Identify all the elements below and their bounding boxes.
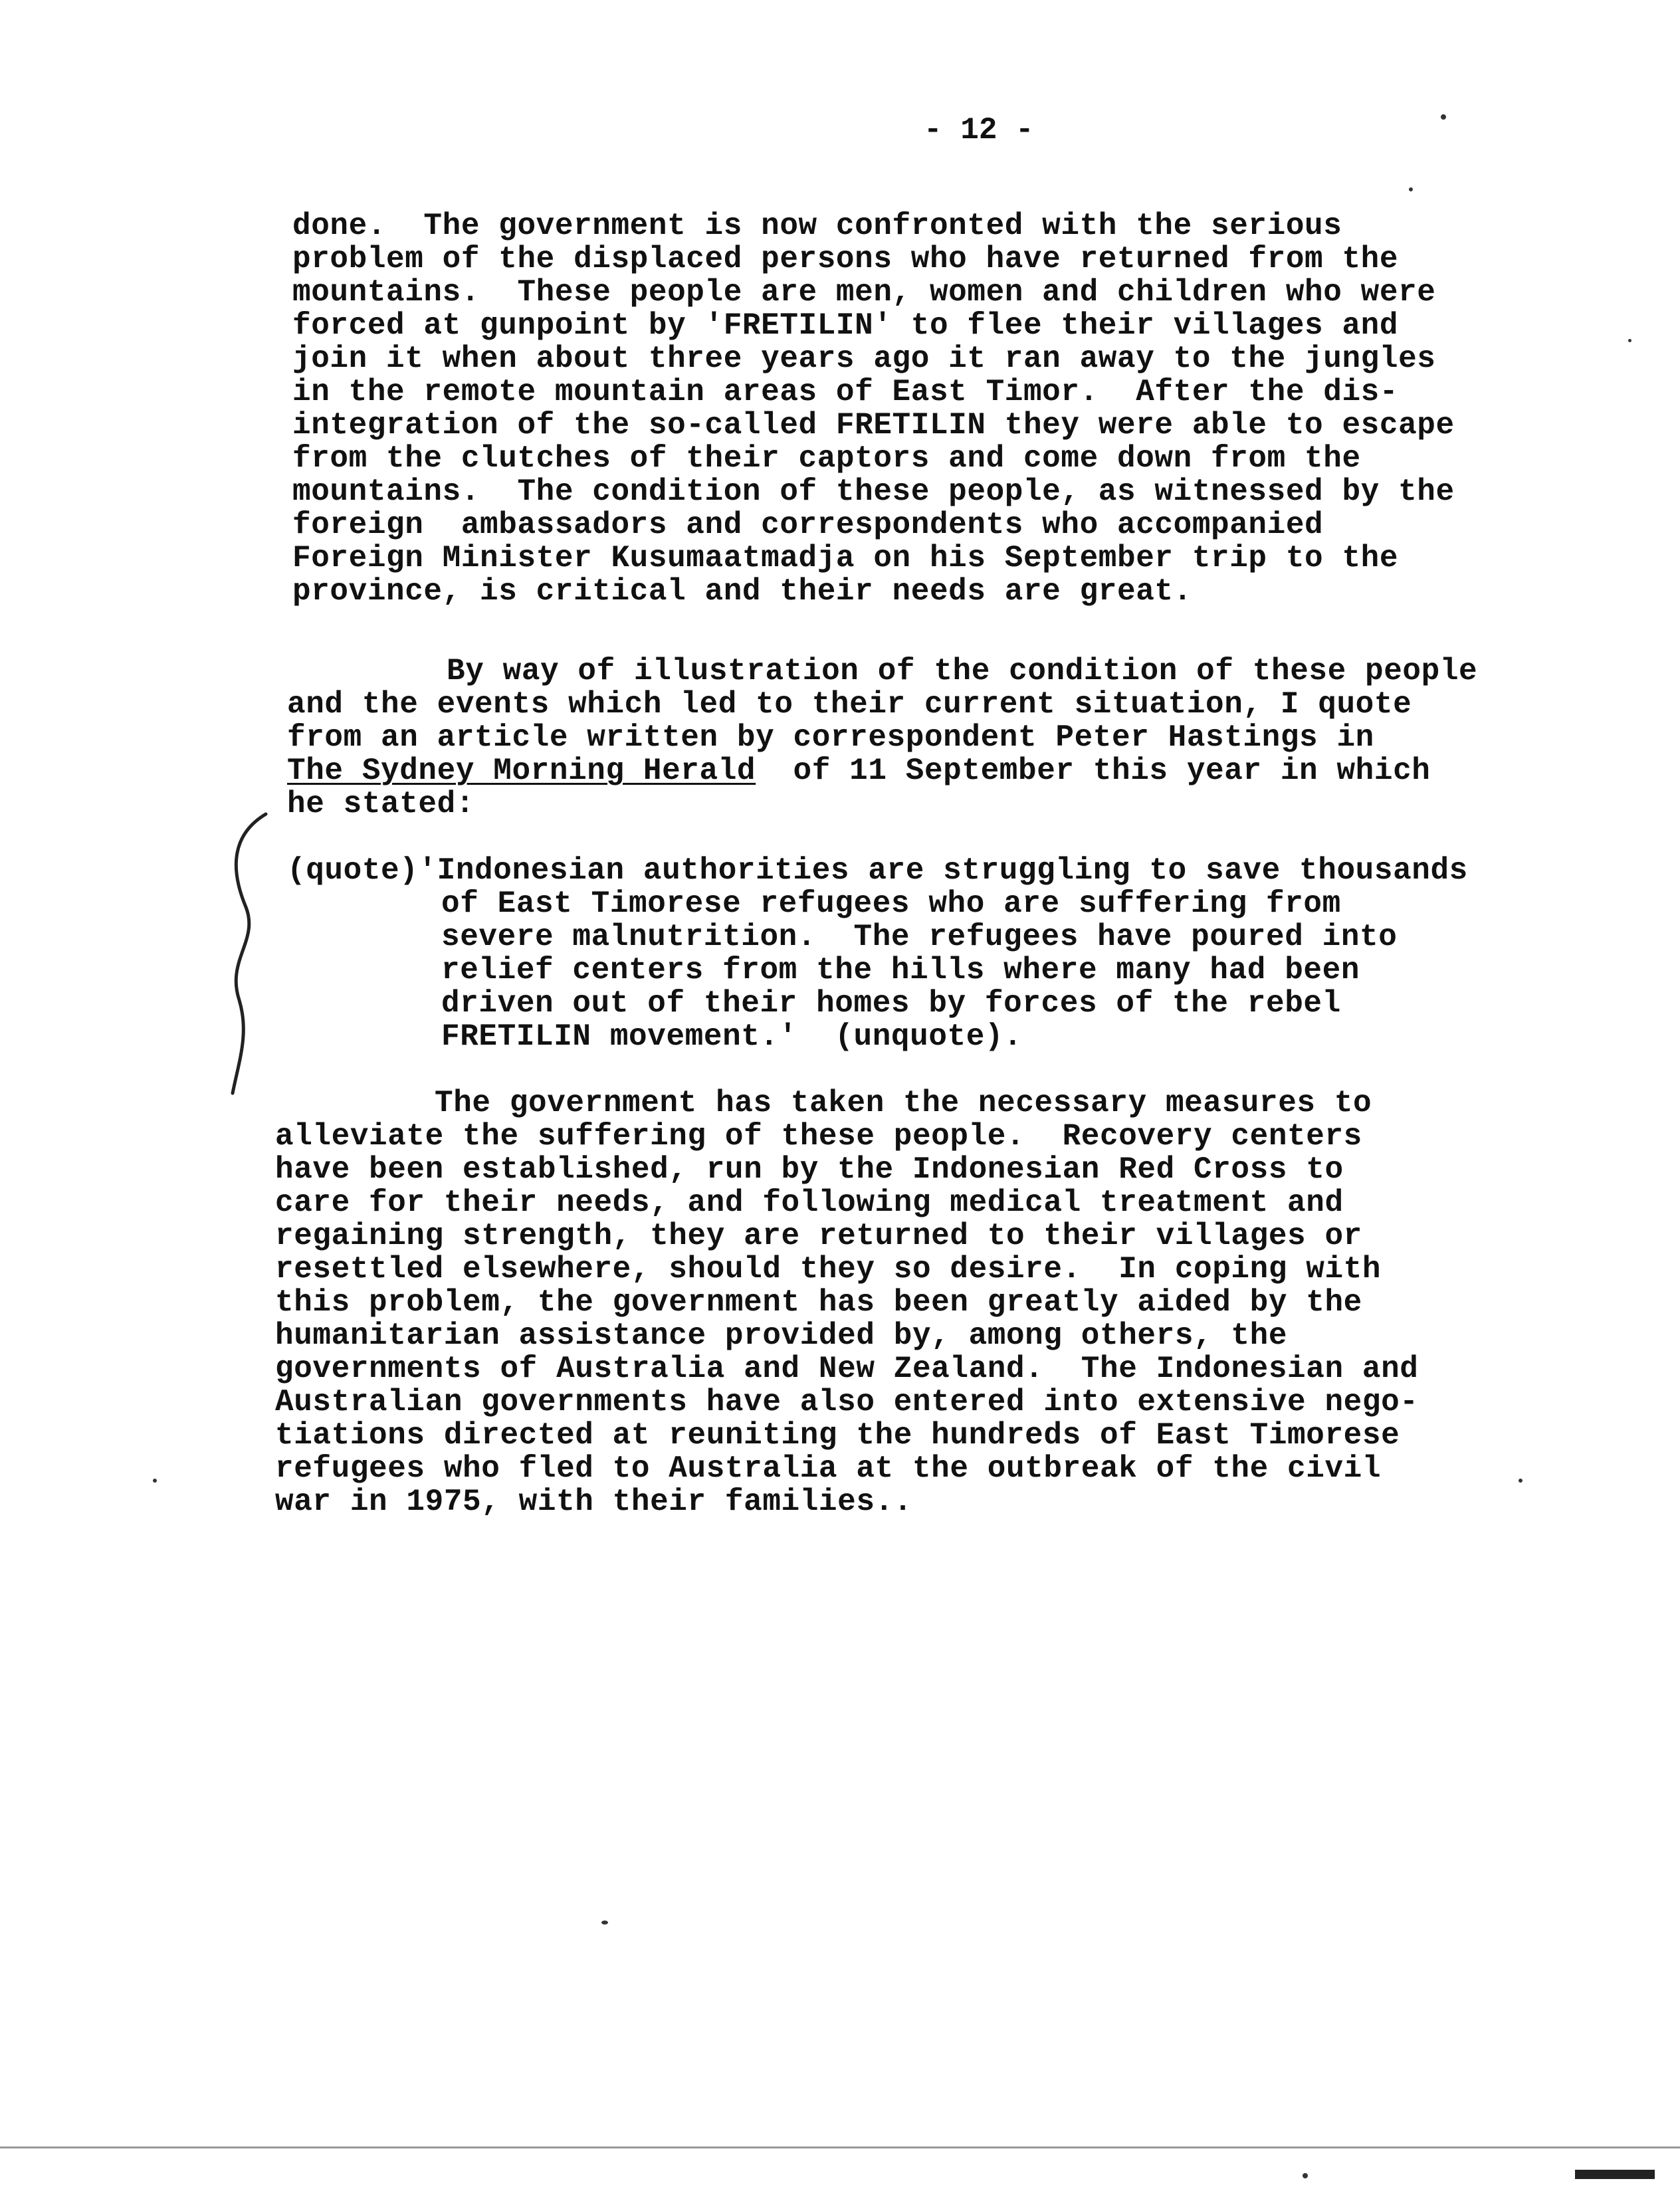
text-line: from the clutches of their captors and come down from the — [292, 441, 1361, 476]
text-line: have been established, run by the Indonesian Red Cross to — [275, 1152, 1344, 1187]
scan-speck — [1519, 1479, 1522, 1483]
text-line: driven out of their homes by forces of the rebel — [441, 986, 1341, 1021]
text-line: Australian governments have also entered into extensive nego- — [275, 1385, 1419, 1419]
text-line: this problem, the government has been greatly aided by the — [275, 1285, 1362, 1320]
text-line — [287, 754, 1477, 787]
scan-speck — [153, 1479, 157, 1483]
page-number: - 12 - — [924, 113, 1034, 148]
scan-speck — [1441, 114, 1446, 120]
text-line: Foreign Minister Kusumaatmadja on his September trip to the — [292, 541, 1399, 575]
text-line: alleviate the suffering of these people. Recovery centers — [275, 1119, 1362, 1154]
paragraph-2 — [287, 655, 1477, 821]
text-line: humanitarian assistance provided by, among others, the — [275, 1318, 1288, 1353]
text-line: resettled elsewhere, should they so desire. In coping with — [275, 1252, 1382, 1287]
text-line: By way of illustration of the condition of these people — [447, 654, 1478, 688]
paragraph-3 — [275, 1087, 1418, 1518]
text-line: join it when about three years ago it ran away to the jungles — [292, 342, 1436, 376]
text-line: war in 1975, with their families.. — [275, 1485, 912, 1519]
scan-speck — [1303, 2173, 1308, 2178]
quote-first-line: 'Indonesian authorities are struggling to save thousands — [418, 853, 1468, 888]
paragraph-1 — [292, 209, 1455, 608]
text-line: The government has taken the necessary measures to — [435, 1086, 1372, 1120]
text-line: forced at gunpoint by 'FRETILIN' to flee their villages and — [292, 308, 1399, 343]
text-line: tiations directed at reuniting the hundreds of East Timorese — [275, 1418, 1400, 1453]
text-line: governments of Australia and New Zealand. The Indonesian and — [275, 1352, 1419, 1386]
newspaper-title: The Sydney Morning Herald — [287, 754, 756, 788]
text-line: from an article written by correspondent Peter Hastings in — [287, 720, 1374, 755]
text-line: refugees who fled to Australia at the outbreak of the civil — [275, 1451, 1382, 1486]
scan-edge-line — [0, 2146, 1680, 2148]
text-line: relief centers from the hills where many had been — [441, 953, 1360, 988]
text-fragment: of 11 September this year in which — [756, 754, 1431, 788]
text-line: problem of the displaced persons who have returned from the — [292, 242, 1399, 276]
text-line — [287, 854, 1468, 887]
text-line: he stated: — [287, 787, 475, 821]
text-line: in the remote mountain areas of East Timor. After the dis- — [292, 375, 1399, 409]
scan-speck — [601, 1921, 608, 1925]
text-line: mountains. The condition of these people, as witnessed by the — [292, 474, 1455, 509]
text-line: province, is critical and their needs are great. — [292, 574, 1192, 609]
scan-speck — [1628, 339, 1631, 342]
text-line: of East Timorese refugees who are suffering from — [441, 887, 1341, 921]
text-line: regaining strength, they are returned to their villages or — [275, 1219, 1362, 1253]
scan-edge-mark — [1575, 2170, 1655, 2179]
quote-block — [287, 854, 1468, 1053]
handwritten-brace-mark — [219, 807, 272, 1100]
text-line: done. The government is now confronted with the serious — [292, 209, 1342, 243]
scan-speck — [1409, 187, 1413, 191]
text-line: severe malnutrition. The refugees have poured into — [441, 920, 1398, 954]
text-line: mountains. These people are men, women and children who were — [292, 275, 1436, 310]
text-line: integration of the so-called FRETILIN they were able to escape — [292, 408, 1455, 443]
quote-lead: (quote) — [287, 853, 419, 888]
text-line: care for their needs, and following medical treatment and — [275, 1186, 1344, 1220]
text-line: FRETILIN movement.' (unquote). — [441, 1019, 1023, 1054]
text-line: foreign ambassadors and correspondents who accompanied — [292, 508, 1324, 542]
text-line: and the events which led to their current situation, I quote — [287, 687, 1412, 722]
